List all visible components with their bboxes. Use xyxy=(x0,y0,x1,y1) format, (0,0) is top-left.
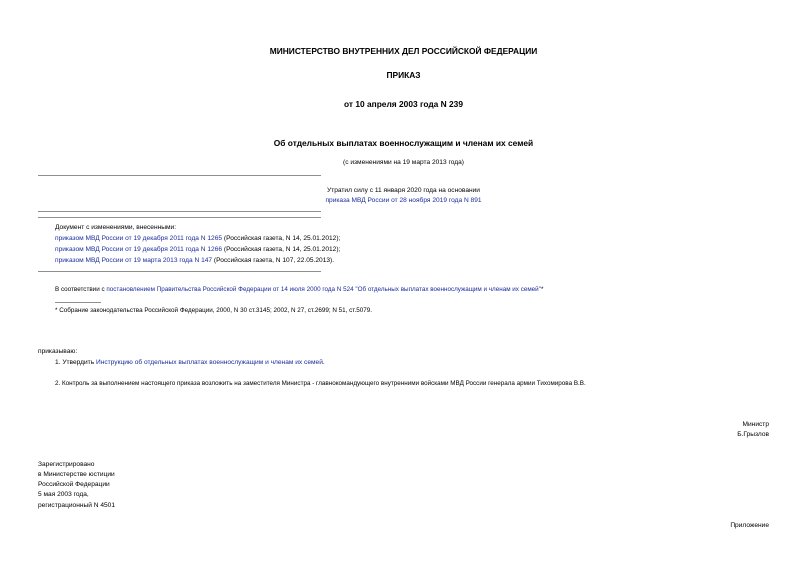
expired-order-link[interactable]: приказа МВД России от 28 ноября 2019 года N 891 xyxy=(325,197,482,204)
order-item-1: 1. Утвердить Инструкцию об отдельных выплатах военнослужащим и членам их семей. xyxy=(55,359,325,366)
amendment-item xyxy=(55,235,340,242)
document-date-number: от 10 апреля 2003 года N 239 xyxy=(344,99,463,109)
registration-line: Российской Федерации xyxy=(38,481,110,488)
registration-line: Зарегистрировано xyxy=(38,461,95,468)
amendment-link[interactable]: приказом МВД России от 19 марта 2013 года N 147 xyxy=(55,257,213,264)
registration-line: 5 мая 2003 года, xyxy=(38,491,89,498)
ministry-name: МИНИСТЕРСТВО ВНУТРЕННИХ ДЕЛ РОССИЙСКОЙ ФЕДЕРАЦИИ xyxy=(269,46,538,56)
registration-line: регистрационный N 4501 xyxy=(38,502,116,509)
amendment-source: (Российская газета, N 107, 22.05.2013). xyxy=(212,257,335,264)
amendment-source: (Российская газета, N 14, 25.01.2012); xyxy=(222,246,341,253)
preamble: В соответствии с постановлением Правительства Российской Федерации от 14 июля 2000 года N 524 "Об отдельных выплатах военнослужащим и членам их семей"* xyxy=(55,286,544,293)
divider xyxy=(38,271,321,272)
government-decree-link[interactable]: постановлением Правительства Российской Федерации от 14 июля 2000 года N 524 "Об отдельных выплатах военнослужащим и членам их семей" xyxy=(106,286,541,293)
registration-line: в Министерстве юстиции xyxy=(38,471,115,478)
expired-notice-link-line xyxy=(0,197,807,204)
appendix-label: Приложение xyxy=(730,522,769,529)
expired-notice: Утратил силу с 11 января 2020 года на основании xyxy=(327,187,480,194)
divider xyxy=(38,217,321,218)
document-title: Об отдельных выплатах военнослужащим и членам их семей xyxy=(273,138,534,148)
footnote-divider xyxy=(55,302,101,303)
footnote: * Собрание законодательства Российской Федерации, 2000, N 30 ст.3145; 2002, N 27, ст.2699; N 51, ст.5079. xyxy=(55,307,372,314)
divider xyxy=(38,175,321,176)
amendment-link[interactable]: приказом МВД России от 19 декабря 2011 года N 1266 xyxy=(55,246,223,253)
document-type: ПРИКАЗ xyxy=(386,70,421,80)
signature-name: Б.Грызлов xyxy=(737,431,769,438)
amendments-intro: Документ с изменениями, внесенными: xyxy=(55,224,177,231)
amendment-link[interactable]: приказом МВД России от 19 декабря 2011 года N 1265 xyxy=(55,235,223,242)
revision-note: (с изменениями на 19 марта 2013 года) xyxy=(343,159,464,166)
signature-position: Министр xyxy=(742,421,769,428)
amendment-item xyxy=(55,246,340,253)
amendment-item xyxy=(55,257,334,264)
amendment-source: (Российская газета, N 14, 25.01.2012); xyxy=(222,235,341,242)
instruction-link[interactable]: Инструкцию об отдельных выплатах военнослужащим и членам их семей xyxy=(95,359,323,366)
order-verb: приказываю: xyxy=(38,348,78,355)
divider xyxy=(38,211,321,212)
order-item-2: 2. Контроль за выполнением настоящего приказа возложить на заместителя Министра - главнокомандующего внутренними войсками МВД России генерала армии Тихомирова В.В. xyxy=(55,380,586,387)
